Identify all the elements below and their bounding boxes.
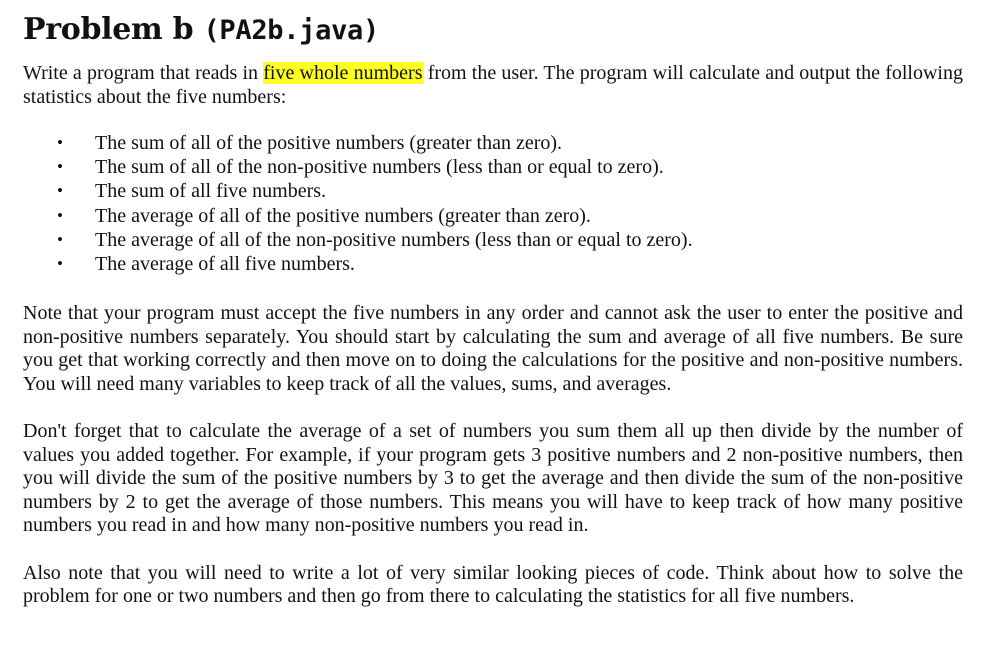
list-item-text: The sum of all of the non-positive numbers (less than or equal to zero). xyxy=(95,156,664,179)
note-paragraph: Note that your program must accept the five numbers in any order and cannot ask the user to enter the positive and non-positive numbers separately. You should start by calculating the sum and average of all five numbers. Be sure you get that working correctly and then move on to doing the calculations for the positive and non-positive numbers. You will need many variables to keep track of all the values, sums, and averages. xyxy=(23,302,963,395)
list-item xyxy=(23,179,963,203)
list-item xyxy=(23,131,963,155)
intro-paragraph xyxy=(23,62,963,109)
similar-code-paragraph: Also note that you will need to write a lot of very similar looking pieces of code. Think about how to solve the problem for one or two numbers and then go from there to calculating the statistics for all five numbers. xyxy=(23,561,963,608)
highlighted-text: five whole numbers xyxy=(263,62,423,84)
bullet-icon: • xyxy=(57,229,63,249)
document-page xyxy=(23,8,963,609)
list-item-text: The sum of all five numbers. xyxy=(95,180,327,203)
intro-before: Write a program that reads in xyxy=(23,62,264,84)
title-filename: (PA2b.java) xyxy=(203,15,379,46)
title-text: Problem b xyxy=(23,12,204,47)
bullet-icon: • xyxy=(57,205,63,225)
list-item-text: The average of all of the positive numbers (greater than zero). xyxy=(95,204,591,227)
statistics-list xyxy=(23,131,963,276)
list-item xyxy=(23,228,963,252)
list-item xyxy=(23,155,963,179)
intro-after: from the user. The program will calculate and output the following statistics about the five numbers: xyxy=(23,62,963,108)
bullet-icon: • xyxy=(57,133,63,152)
list-item xyxy=(23,252,963,276)
list-item-text: The sum of all of the positive numbers (greater than zero). xyxy=(95,132,563,154)
average-paragraph: Don't forget that to calculate the average of a set of numbers you sum them all up then divide by the number of values you added together. For example, if your program gets 3 positive numbers and 2 non-positive numbers, then you will divide the sum of the positive numbers by 3 to get the average and then divide the sum of the non-positive numbers by 2 to get the average of those numbers. This means you will have to keep track of how many positive numbers you read in and how many non-positive numbers you read in. xyxy=(23,420,963,537)
bullet-icon: • xyxy=(57,157,63,177)
bullet-icon: • xyxy=(57,254,63,274)
list-item xyxy=(23,204,963,228)
page-title xyxy=(23,8,963,53)
list-item-text: The average of all of the non-positive numbers (less than or equal to zero). xyxy=(95,228,693,251)
bullet-icon: • xyxy=(57,181,63,201)
list-item-text: The average of all five numbers. xyxy=(95,253,355,276)
